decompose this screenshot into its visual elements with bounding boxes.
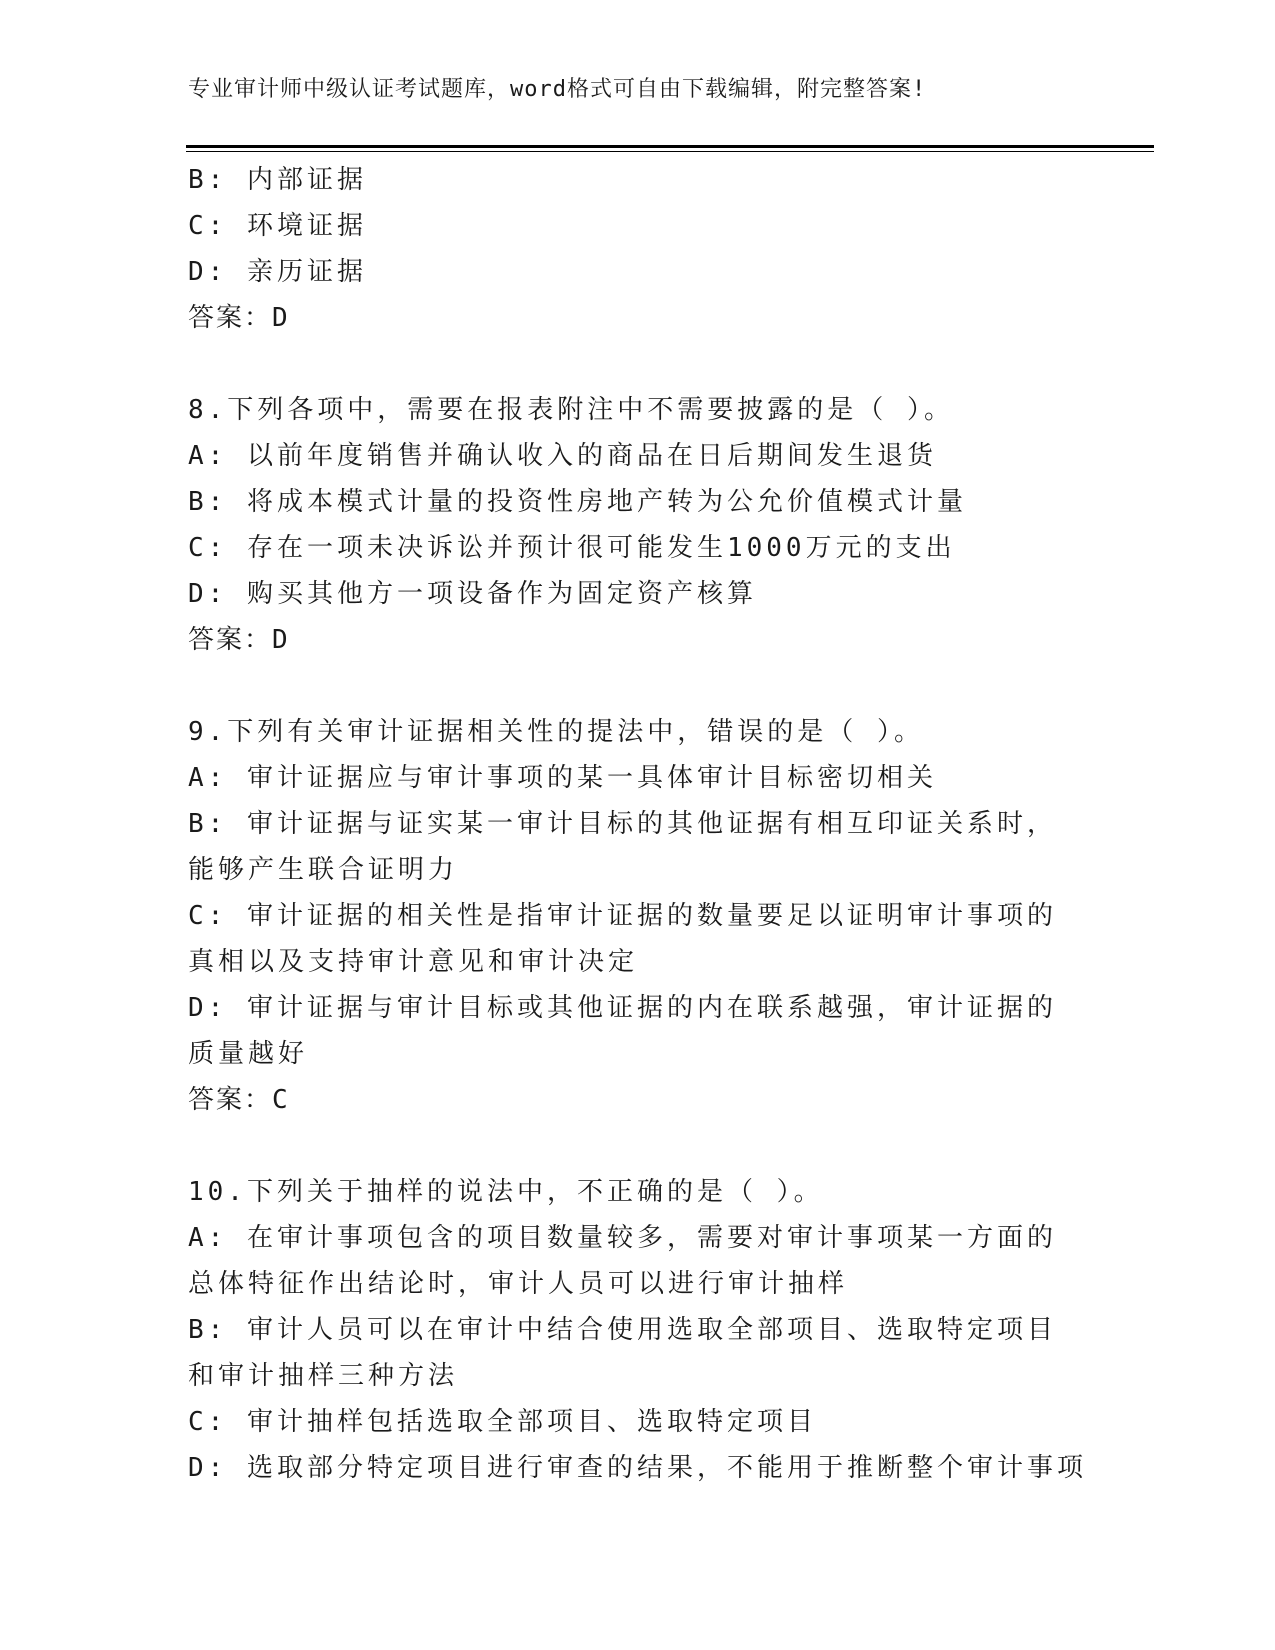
option-b: B: 将成本模式计量的投资性房地产转为公允价值模式计量: [188, 487, 967, 517]
header-rule-thin: [186, 151, 1154, 152]
answer: 答案：D: [188, 625, 290, 655]
question-7-tail: [188, 157, 1088, 341]
document-body: [188, 157, 1088, 1491]
option-d: D: 购买其他方一项设备作为固定资产核算: [188, 579, 757, 609]
spacer: [188, 341, 1088, 387]
option-a: A: 在审计事项包含的项目数量较多，需要对审计事项某一方面的总体特征作出结论时，审计人员可以进行审计抽样: [188, 1223, 1057, 1299]
option-c: C: 环境证据: [188, 211, 367, 241]
question-10: [188, 1169, 1088, 1491]
question-8: [188, 387, 1088, 663]
option-c: C: 存在一项未决诉讼并预计很可能发生1000万元的支出: [188, 533, 956, 563]
option-b: B: 审计证据与证实某一审计目标的其他证据有相互印证关系时，能够产生联合证明力: [188, 809, 1057, 885]
option-c: C: 审计抽样包括选取全部项目、选取特定项目: [188, 1407, 817, 1437]
option-a: A: 审计证据应与审计事项的某一具体审计目标密切相关: [188, 763, 937, 793]
option-d: D: 选取部分特定项目进行审查的结果，不能用于推断整个审计事项: [188, 1453, 1087, 1483]
option-d: D: 审计证据与审计目标或其他证据的内在联系越强，审计证据的质量越好: [188, 993, 1057, 1069]
spacer: [188, 1123, 1088, 1169]
option-d: D: 亲历证据: [188, 257, 367, 287]
question-stem: 10.下列关于抽样的说法中，不正确的是（ ）。: [188, 1177, 824, 1207]
option-b: B: 审计人员可以在审计中结合使用选取全部项目、选取特定项目和审计抽样三种方法: [188, 1315, 1057, 1391]
header-rule-thick: [186, 145, 1154, 148]
answer: 答案：C: [188, 1085, 290, 1115]
option-a: A: 以前年度销售并确认收入的商品在日后期间发生退货: [188, 441, 937, 471]
option-b: B: 内部证据: [188, 165, 367, 195]
question-stem: 9.下列有关审计证据相关性的提法中，错误的是（ ）。: [188, 717, 924, 747]
question-stem: 8.下列各项中，需要在报表附注中不需要披露的是（ ）。: [188, 395, 954, 425]
document-header: 专业审计师中级认证考试题库，word格式可自由下载编辑，附完整答案!: [188, 77, 927, 102]
answer: 答案：D: [188, 303, 290, 333]
spacer: [188, 663, 1088, 709]
option-c: C: 审计证据的相关性是指审计证据的数量要足以证明审计事项的真相以及支持审计意见和审计决定: [188, 901, 1057, 977]
question-9: [188, 709, 1088, 1123]
